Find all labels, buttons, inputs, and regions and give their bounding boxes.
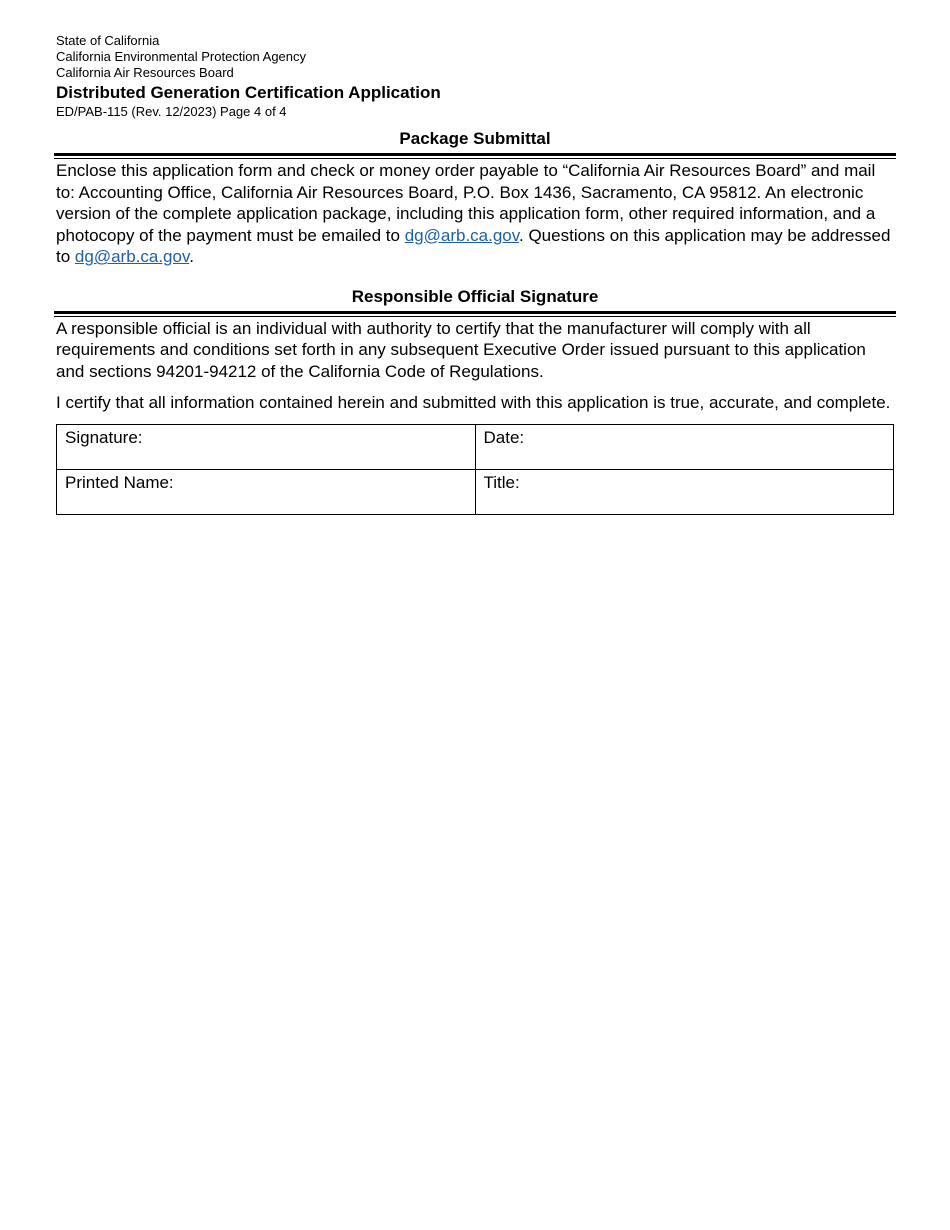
agency-line-calepa: California Environmental Protection Agency (56, 49, 307, 64)
table-row (57, 424, 894, 469)
form-id: ED/PAB-115 (Rev. 12/2023) Page 4 of 4 (56, 104, 287, 119)
email-link-2[interactable]: dg@arb.ca.gov (74, 247, 190, 266)
certification-statement: I certify that all information contained herein and submitted with this application is true, accurate, and complete. (56, 393, 891, 412)
section-divider (54, 153, 896, 159)
title-label: Title: (483, 472, 520, 492)
package-text-1: Enclose this application form and check or money order payable to “California Air Resources Board” and mail to: Accounting Office, California Air Resources Board, P.O. Box 1436, Sacramento, CA 95812. An electronic version of the complete application package, including this application form, other required information, and a photocopy of the payment must be emailed to (56, 161, 876, 245)
printed-name-field[interactable] (57, 469, 476, 514)
agency-line-carb: California Air Resources Board (56, 65, 234, 80)
responsible-official-definition: A responsible official is an individual with authority to certify that the manufacturer will comply with all requirements and conditions set forth in any subsequent Executive Order issued pursuant to this application and sections 94201-94212 of the California Code of Regulations. (56, 318, 866, 381)
package-submittal-section (56, 128, 894, 268)
date-label: Date: (483, 427, 525, 447)
responsible-official-heading: Responsible Official Signature (351, 286, 599, 306)
printed-name-label: Printed Name: (65, 472, 174, 492)
signature-field[interactable] (57, 424, 476, 469)
package-text-3: . (189, 247, 194, 266)
signature-table (56, 424, 894, 515)
table-row (57, 469, 894, 514)
section-divider (54, 311, 896, 317)
document-page (56, 33, 894, 515)
date-field[interactable] (475, 424, 894, 469)
agency-line-state: State of California (56, 33, 160, 48)
form-header (56, 33, 894, 119)
form-title: Distributed Generation Certification Application (56, 83, 441, 102)
package-submittal-paragraph (56, 160, 894, 268)
email-link-1[interactable]: dg@arb.ca.gov (404, 225, 520, 245)
title-field[interactable] (475, 469, 894, 514)
package-submittal-heading: Package Submittal (399, 129, 551, 148)
package-text-2: . Questions on this application may be addressed to (56, 225, 891, 266)
responsible-official-section (56, 286, 894, 515)
signature-label: Signature: (65, 427, 143, 447)
